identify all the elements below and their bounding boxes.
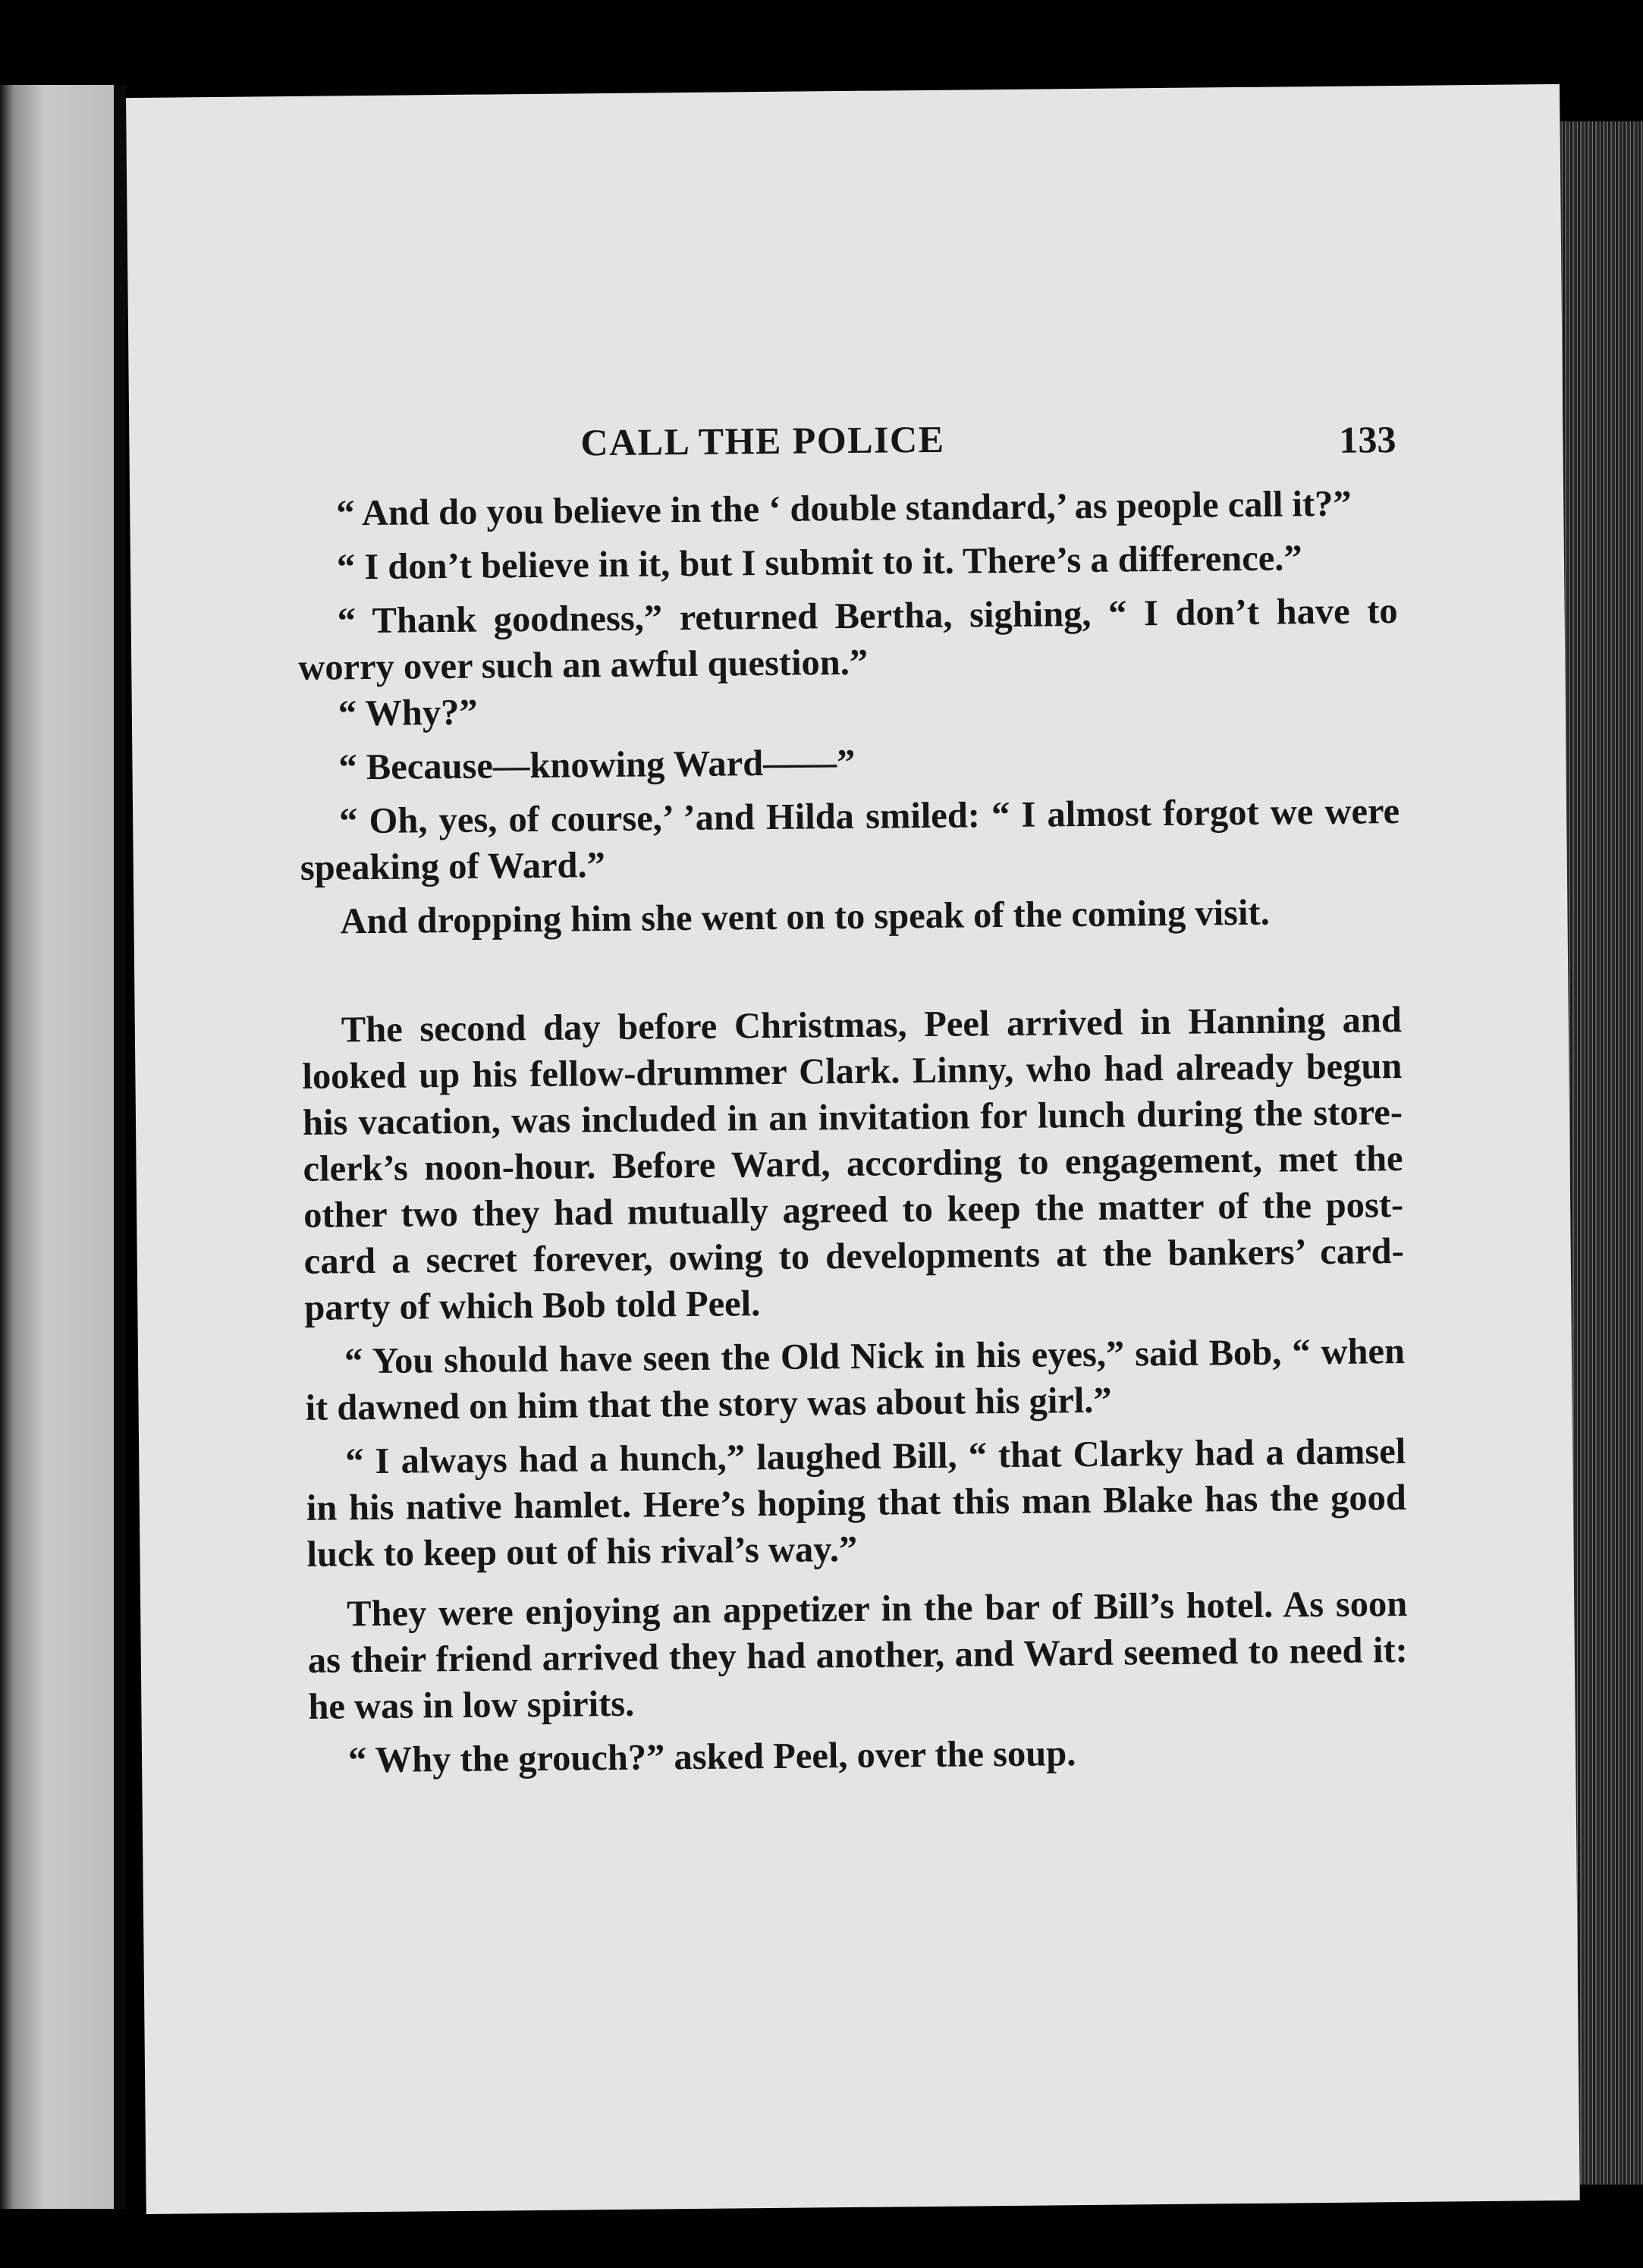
paragraph: “ I always had a hunch,” laughed Bill, “ that Clarky had a damsel in his native hamlet. Here’s hoping that this man Blake has the good luck to keep out of his rival’s way.” — [306, 1431, 1407, 1575]
book-page — [126, 84, 1580, 2214]
facing-page-edge — [0, 85, 114, 2209]
paragraph: “ I don’t believe in it, but I submit to it. There’s a difference.” — [336, 538, 1302, 588]
paragraph: And dropping him she went on to speak of the coming visit. — [340, 892, 1270, 942]
page-number: 133 — [1339, 418, 1396, 461]
paragraph: “ Why the grouch?” asked Peel, over the soup. — [347, 1733, 1076, 1781]
paragraph: “ You should have seen the Old Nick in his eyes,” said Bob, “ when it dawned on him that the story was about his girl.” — [305, 1330, 1406, 1428]
paragraph: “ Thank goodness,” returned Bertha, sighing, “ I don’t have to worry over such an awful question.” — [298, 591, 1398, 688]
page-text — [296, 404, 1409, 1784]
section-break — [301, 935, 1402, 1007]
paragraph: The second day before Christmas, Peel arrived in Hanning and looked up his fellow-drummer Clark. Linny, who had already begun his vacation, was included in an invitation for lunch during the store-clerk’s noon-hour. Before Ward, according to engagement, met the other two they had mutually agreed to keep the matter of the post-card a secret forever, owing to developments at the bankers’ card-party of which Bob told Peel. — [302, 999, 1404, 1328]
paragraph: “ And do you believe in the ‘ double standard,’ as people call it?” — [336, 483, 1352, 534]
paragraph: “ Because—knowing Ward——” — [338, 742, 856, 788]
book-gutter — [114, 85, 126, 2209]
paragraph: They were enjoying an appetizer in the bar of Bill’s hotel. As soon as their friend arrived they had another, and Ward seemed to need it: he was in low spirits. — [307, 1583, 1409, 1727]
running-head — [296, 404, 1396, 491]
running-title: CALL THE POLICE — [580, 417, 945, 464]
paragraph: “ Oh, yes, of course,’ ’and Hilda smiled: “ I almost forgot we were speaking of Ward.” — [300, 790, 1400, 888]
paragraph: “ Why?” — [338, 692, 478, 734]
